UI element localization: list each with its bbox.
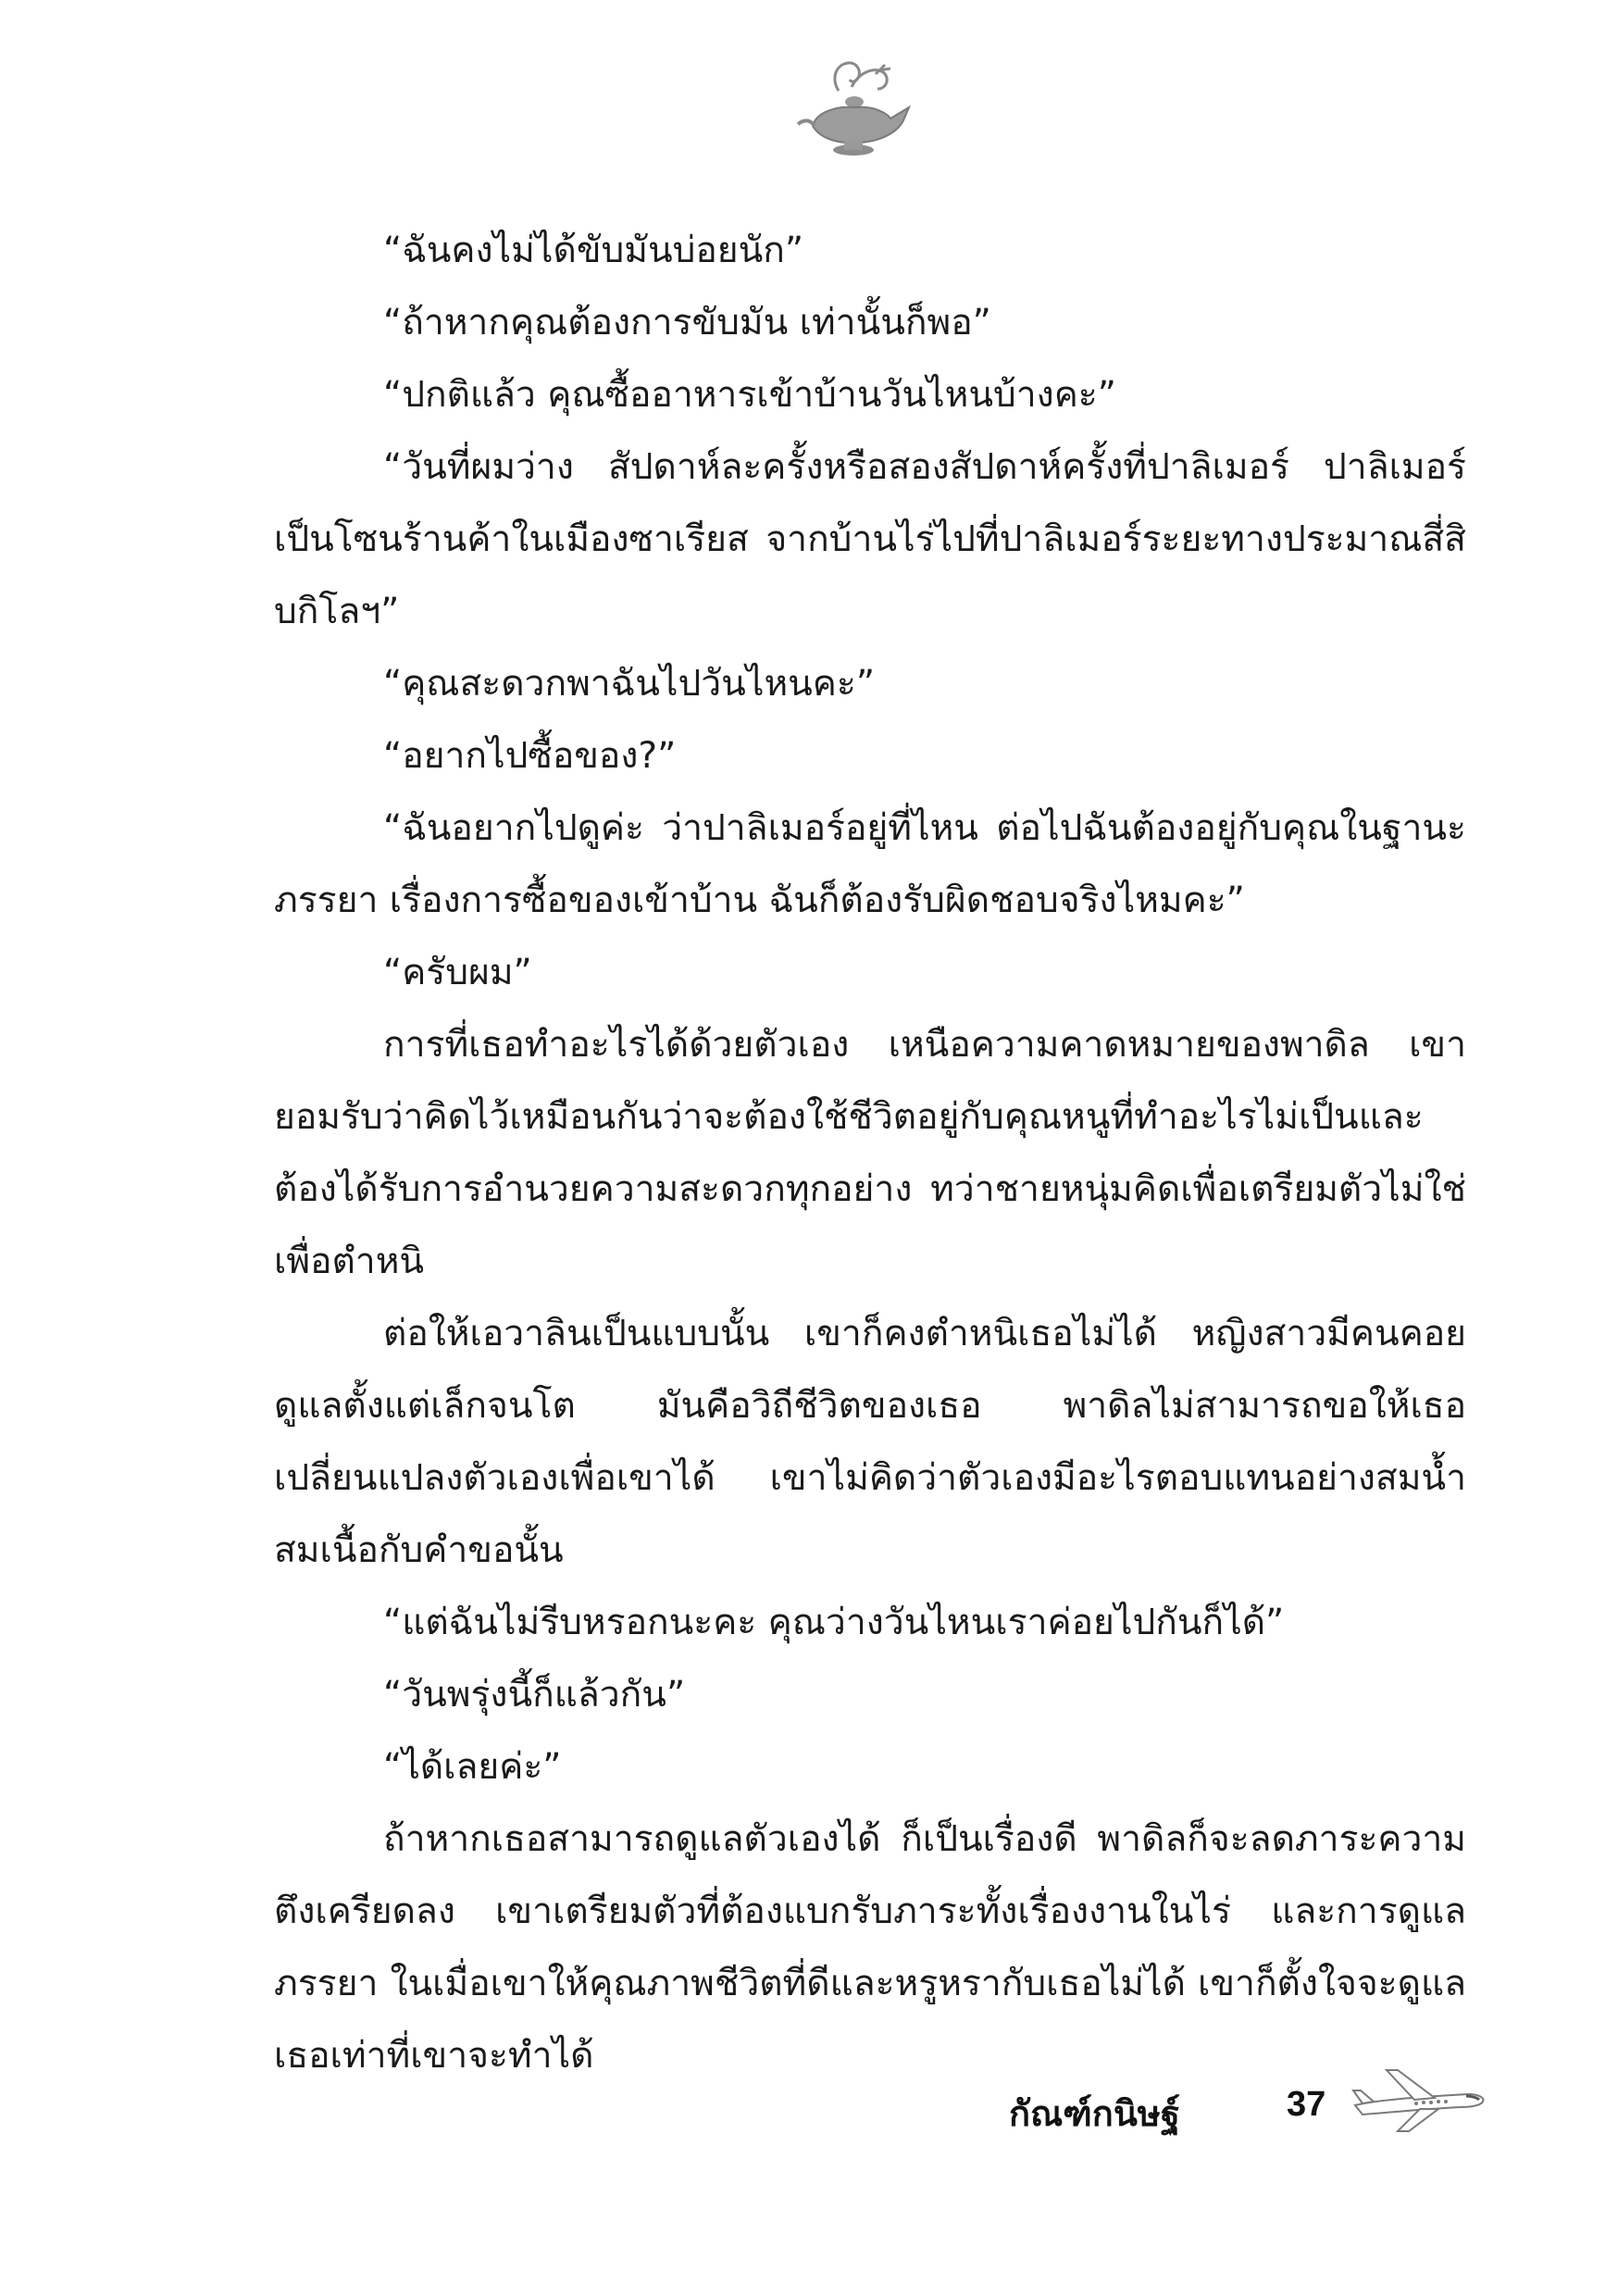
narration-paragraph: ต่อให้เอวาลินเป็นแบบนั้น เขาก็คงตำหนิเธอไม่ได้ หญิงสาวมีคนคอยดูแลตั้งแต่เล็กจนโต มันคือวิถีชีวิตของเธอ พาดิลไม่สามารถขอให้เธอเปลี่ยนแปลงตัวเองเพื่อเขาได้ เขาไม่คิดว่าตัวเองมีอะไรตอบแทนอย่างสมน้ำสมเนื้อกับคำขอนั้น: [274, 1313, 1466, 1571]
dialogue-line: “ถ้าหากคุณต้องการขับมัน เท่านั้นก็พอ”: [383, 302, 991, 343]
dialogue-line: “วันพรุ่งนี้ก็แล้วกัน”: [383, 1674, 686, 1716]
dialogue-line: “ฉันอยากไปดูค่ะ ว่าปาลิเมอร์อยู่ที่ไหน ต่อไปฉันต้องอยู่กับคุณในฐานะภรรยา เรื่องการซื้อของเข้าบ้าน ฉันก็ต้องรับผิดชอบจริงไหมคะ”: [274, 807, 1466, 921]
dialogue-line: “ได้เลยค่ะ”: [383, 1746, 562, 1788]
dialogue-line: “วันที่ผมว่าง สัปดาห์ละครั้งหรือสองสัปดาห์ครั้งที่ปาลิเมอร์ ปาลิเมอร์เป็นโซนร้านค้าในเมืองซาเรียส จากบ้านไร่ไปที่ปาลิเมอร์ระยะทางประมาณสี่สิบกิโลฯ”: [274, 446, 1466, 632]
magic-lamp-icon: [794, 54, 915, 165]
dialogue-line: “แต่ฉันไม่รีบหรอกนะคะ คุณว่างวันไหนเราค่อยไปกันก็ได้”: [383, 1602, 1285, 1643]
narration-paragraph: ถ้าหากเธอสามารถดูแลตัวเองได้ ก็เป็นเรื่องดี พาดิลก็จะลดภาระความตึงเครียดลง เขาเตรียมตัวที่ต้องแบกรับภาระทั้งเรื่องงานในไร่ และการดูแลภรรยา ในเมื่อเขาให้คุณภาพชีวิตที่ดีและหรูหรากับเธอไม่ได้ เขาก็ตั้งใจจะดูแลเธอเท่าที่เขาจะทำได้: [274, 1818, 1466, 2077]
dialogue-line: “ฉันคงไม่ได้ขับมันบ่อยนัก”: [383, 230, 804, 271]
dialogue-line: “ครับผม”: [383, 952, 532, 993]
page-number: 37: [1287, 2085, 1326, 2124]
book-title: กัณฑ์กนิษฐ์: [1009, 2093, 1180, 2134]
dialogue-line: “ปกติแล้ว คุณซื้ออาหารเข้าบ้านวันไหนบ้างคะ”: [383, 374, 1116, 416]
dialogue-line: “อยากไปซื้อของ?”: [383, 735, 677, 777]
narration-paragraph: การที่เธอทำอะไรได้ด้วยตัวเอง เหนือความคาดหมายของพาดิล เขายอมรับว่าคิดไว้เหมือนกันว่าจะต้องใช้ชีวิตอยู่กับคุณหนูที่ทำอะไรไม่เป็นและต้องได้รับการอำนวยความสะดวกทุกอย่าง ทว่าชายหนุ่มคิดเพื่อเตรียมตัวไม่ใช่เพื่อตำหนิ: [274, 1024, 1466, 1282]
body-text: [274, 215, 1466, 2092]
dialogue-line: “คุณสะดวกพาฉันไปวันไหนคะ”: [383, 663, 876, 705]
airplane-icon: [1350, 2063, 1488, 2137]
page-footer: [1009, 2063, 1490, 2165]
